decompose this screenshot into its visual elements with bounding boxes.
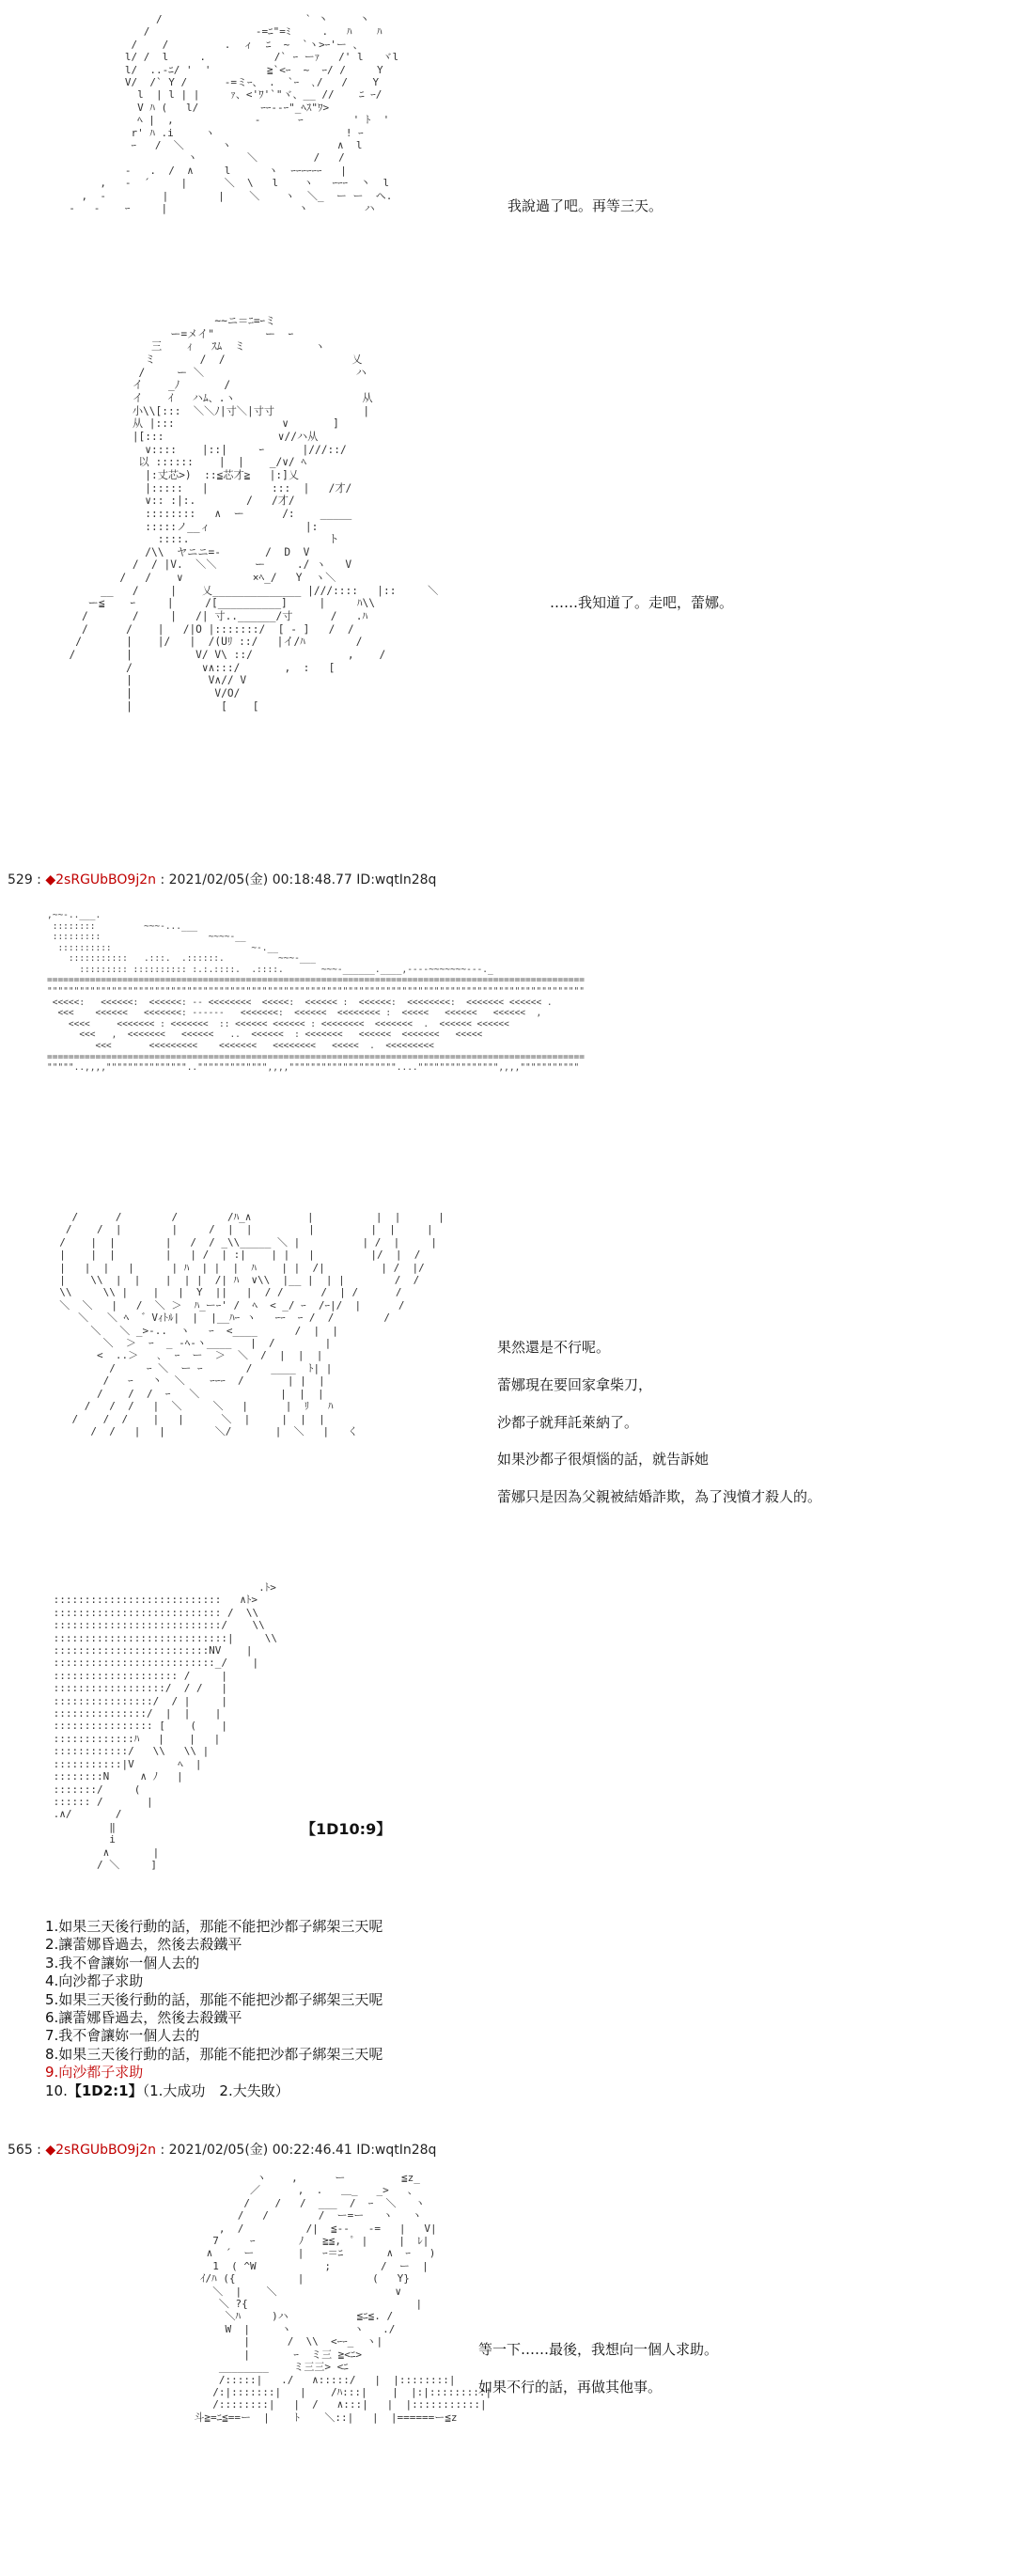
option-item: 2.讓蕾娜昏過去，然後去殺鐵平 xyxy=(45,1936,242,1954)
scene6-line-1: 等一下……最後，我想向一個人求助。 xyxy=(478,2341,719,2358)
scene4-dialog xyxy=(497,1339,821,1526)
trip-diamond-icon: ◆ xyxy=(45,872,56,887)
option-item: 1.如果三天後行動的話，那能不能把沙都子綁架三天呢 xyxy=(45,1918,383,1935)
scene1-line: 我說過了吧。再等三天。 xyxy=(508,197,664,214)
option-item: 7.我不會讓妳一個人去的 xyxy=(45,2027,200,2045)
scene2-dialog xyxy=(550,594,733,632)
post-meta: : 2021/02/05(金) 00:18:48.77 ID:wqtIn28q xyxy=(156,872,437,887)
option-item-10: 10.【1D2:1】（1.大成功 2.大失敗） xyxy=(45,2081,289,2099)
options-list xyxy=(45,1918,383,2100)
ascii-art-man-1: / ` 丶 丶 / -=ﾆ"=ﾐ . ﾊ ﾊ / / . ィ ﾆ ~ `ヽ>ｰ'ー 、 l/ / l . /` ｰ ーｧ /' l ヾl l/ ..-ﾆ/ ' ' ≧`<ｰ ~ ｰ/ / Y V/ /` Y / -=ミｰ、 . `ｰ ､/ / Y l | l | | ｧ、<'ﾜ'`"ヾ、__ // ﾆ ｰ/ V ﾊ ( l/ ｰｰ--ｰ"_ﾍｽ"ﾜ> ﾍ | , - ｰ ' ﾄ ' r' ﾊ .i ヽ ! ｰ ｰ / ＼ ヽ ∧ l ヽ ＼ / / - . / ∧ l ヽ ｰｰｰｰｰｰ | , - ´ | ＼ \ l ヽ ｰｰｰ 丶 l , - | | ＼ ヽ ＼_ ー ー ヘ. - - ｰ | ヽ ハ xyxy=(69,13,399,215)
scene4-line-4: 如果沙都子很煩惱的話，就告訴她 xyxy=(497,1451,710,1469)
post-565-header: 565 : ◆2sRGUbBO9j2n : 2021/02/05(金) 00:22:46.41 ID:wqtIn28q xyxy=(8,2143,437,2158)
post-number: 565 xyxy=(8,2143,33,2158)
scene4-line-2: 蕾娜現在要回家拿柴刀， xyxy=(497,1375,653,1393)
ascii-art-man-3: ヽ , ー ≦z_ ／ , . ＿_ _> 、 / / / ___ / ｰ ＼ ヽ / / / ー=ー ヽ ヽ , / /| ≦-- -= | V| 7 ｰ ﾉ ≧≦, ﾟ | | ﾚ| ∧ ´ ー | ｰ＝ﾆ ∧ ｰ ) 1 ( ^W ; / ー | ｲ/ﾊ ({ | ( Y} ＼ | ＼ ∨ ＼ ?{ | ＼ﾊ )ハ ≦ﾆ≦. / W | ヽ ヽ ./ | / \\ <ｰｰ_ ヽ| | ｰ ミ三 ≧<ﾆ> ________ ミ三三> <ﾆ /:::::| ./ ∧:::::/ | |::::::::| /:|:::::::| | /ﾊ:::| | |:|:::::::::| /::::::::| | / ∧:::| | |:::::::::::| 斗≧=ﾆ≦==ー | ﾄ ＼::| | |======ー≦z xyxy=(194,2172,492,2424)
scene4-line-5: 蕾娜只是因為父親被結婚詐欺，為了洩憤才殺人的。 xyxy=(497,1488,822,1505)
scene2-line: ……我知道了。走吧，蕾娜。 xyxy=(550,594,734,611)
scene4-line-1: 果然還是不行呢。 xyxy=(497,1339,611,1356)
post-trip[interactable]: 2sRGUbBO9j2n xyxy=(55,872,157,887)
scene4-line-3: 沙都子就拜託萊納了。 xyxy=(497,1413,639,1431)
dice-roll-2: 【1D2:1】 xyxy=(67,2081,143,2099)
scene6-dialog xyxy=(478,2341,718,2416)
ascii-art-hand: .ﾄ> ::::::::::::::::::::::::::: ∧ﾄ> ::::::::::::::::::::::::::: / \\ :::::::::::::::::::::::::::/ \\ ::::::::::::::::::::::::::::| \\ :::::::::::::::::::::::::NV | ::::::::::::::::::::::::::_/ | :::::::::::::::::::: / | ::::::::::::::::::/ / / | ::::::::::::::::/ / | | :::::::::::::::/ | | | :::::::::::::::: [ ( | :::::::::::::ﾊ | | | ::::::::::::/ \\ \\ | :::::::::::|V ﾍ | ::::::::N ∧ ﾉ | :::::::/ ( :::::: / | .∧/ / ‖ i ∧ | / ＼ ] xyxy=(53,1581,278,1871)
option-item-selected: 9.向沙都子求助 xyxy=(45,2064,144,2081)
option-item: 4.向沙都子求助 xyxy=(45,1972,144,1990)
option-item: 8.如果三天後行動的話，那能不能把沙都子綁架三天呢 xyxy=(45,2045,383,2063)
dice-roll-1: 【1D10:9】 xyxy=(301,1820,392,1838)
post-trip[interactable]: 2sRGUbBO9j2n xyxy=(55,2143,157,2158)
option-item: 3.我不會讓妳一個人去的 xyxy=(45,1954,200,1971)
trip-diamond-icon: ◆ xyxy=(45,2143,56,2158)
post-meta: : 2021/02/05(金) 00:22:46.41 ID:wqtIn28q xyxy=(156,2143,437,2158)
post-529-header: 529 : ◆2sRGUbBO9j2n : 2021/02/05(金) 00:18:48.77 ID:wqtIn28q xyxy=(8,872,437,887)
scene6-line-2: 如果不行的話，再做其他事。 xyxy=(478,2378,663,2395)
option-item: 5.如果三天後行動的話，那能不能把沙都子綁架三天呢 xyxy=(45,1990,383,2008)
option-item: 6.讓蕾娜昏過去，然後去殺鐵平 xyxy=(45,2009,242,2027)
ascii-art-waves: ,~~-..___. :::::::: ~~~-...___ ::::::::: ~~~~-__ :::::::::: ~-.__ ::::::::::: .:::. .::::::. ~~~-___ ::::::::: :::::::::: :.:.::::. .::::. ~~~-______.____,----~~~~~~~---._ ==================================================================================================== """""""""""""""""""""""""""""""""""""""""""""""""""""""""""""""""""""""""""""""""""""""""""""""""""" <<<<<: <<<<<<: <<<<<<: -- <<<<<<<< <<<<<: <<<<<< : <<<<<<: <<<<<<<<: <<<<<<< <<<<<< . <<< <<<<<< <<<<<<<: ------ <<<<<<<: <<<<<< <<<<<<<< : <<<<< <<<<<< <<<<<< , <<<< <<<<<<< : <<<<<<< :: <<<<<< <<<<<< : <<<<<<<< <<<<<<< . <<<<<< <<<<<< <<< , <<<<<<< <<<<<< .. <<<<<< : <<<<<<< <<<<<< <<<<<<< <<<<< <<< <<<<<<<<< <<<<<<< <<<<<<<< <<<<< . <<<<<<<<< ==================================================================================================== """""..,,,,"""""""""""""""..""""""""""""",,,,""""""""""""""""""""....""""""""""""""",,,,""""""""""" xyxy=(47,910,585,1074)
ascii-art-knife: / / / /ﾊ_∧ | | | | / / | | / | | | | | | / | | | / / _\\_____ ＼ | | / | | | | | | | / | :| | | | |/ | / | | | | | ﾊ | | | ﾊ | | /| | / |/ | \\ | | | | | /| ﾊ ∨\\ |__ | | | / / \\ \\ | | | Y || | / / / | / / ＼ ＼ | / ＼ ＞ ﾊ_ーｰ' / ﾍ < _/ ｰ /ｰ|/ | / ＼ ＼ ﾍ ゛Vｨﾄﾙ| | |__ﾊｰ ヽ ｰｰ ｰ / / / ＼ ＼ _>-.. ヽ ｰ <____ / | | ＼ ＞ ｰ _ -ﾍ-ヽ____ | / | < ..＞ ､ ｰ ー ＞ ＼ / | | | / ｰ ＼ ー ｰ / ____ ﾄ| | / ｰ 丶 ＼ ｰｰｰ / | | | / / / ｰ ＼ | | | / / / | ＼ ＼ | | ﾘ ﾊ / / / | | ＼ | | | | / / | | ＼/ | ＼ | く xyxy=(59,1211,445,1437)
scene1-dialog xyxy=(508,197,663,235)
ascii-art-man-2: ~~ニ＝ﾆ=ｰミ ー=メイ" ー ｰ 三 ｨ ｽﾑ ミ ヽ ミ / / 乂 / ー ＼ ハ イ _ﾉ / イ ｲ ハﾑ、.ヽ 从 小\\[::: ＼＼ﾉ|寸＼|寸寸 | 从 |::: ∨ ] |[::: ∨//ハ从 ∨:::: |::| ｰ |///::/ 以 :::::: | | _/∨/ ﾍ |:丈芯>) ::≦芯才≧ |:]乂 |::::: | ::: | /才/ ∨:: :|:. / /才/ :::::::: ∧ ー /: _____ :::::ノ__ィ |: ::::. ト /\\ ヤニニ=- / D V / / |V. ＼＼ ー ./ ヽ V / / ∨ ×ﾍ_/ Y ヽ＼ __ / | 乂______________ |///:::: |:: ＼ ー≦ ｰ | /[__________] | ﾊ\\ / / | /| 寸..______/寸 / .ﾊ / / | /|O |:::::::/ [ - ] / / / | |/ | /(Uﾘ ::/ |イ/ﾊ / / | V/ V\ ::/ , / / ∨∧:::/ , : [ | V∧// V | V/O/ | [ [ xyxy=(69,315,439,713)
post-number: 529 xyxy=(8,872,33,887)
